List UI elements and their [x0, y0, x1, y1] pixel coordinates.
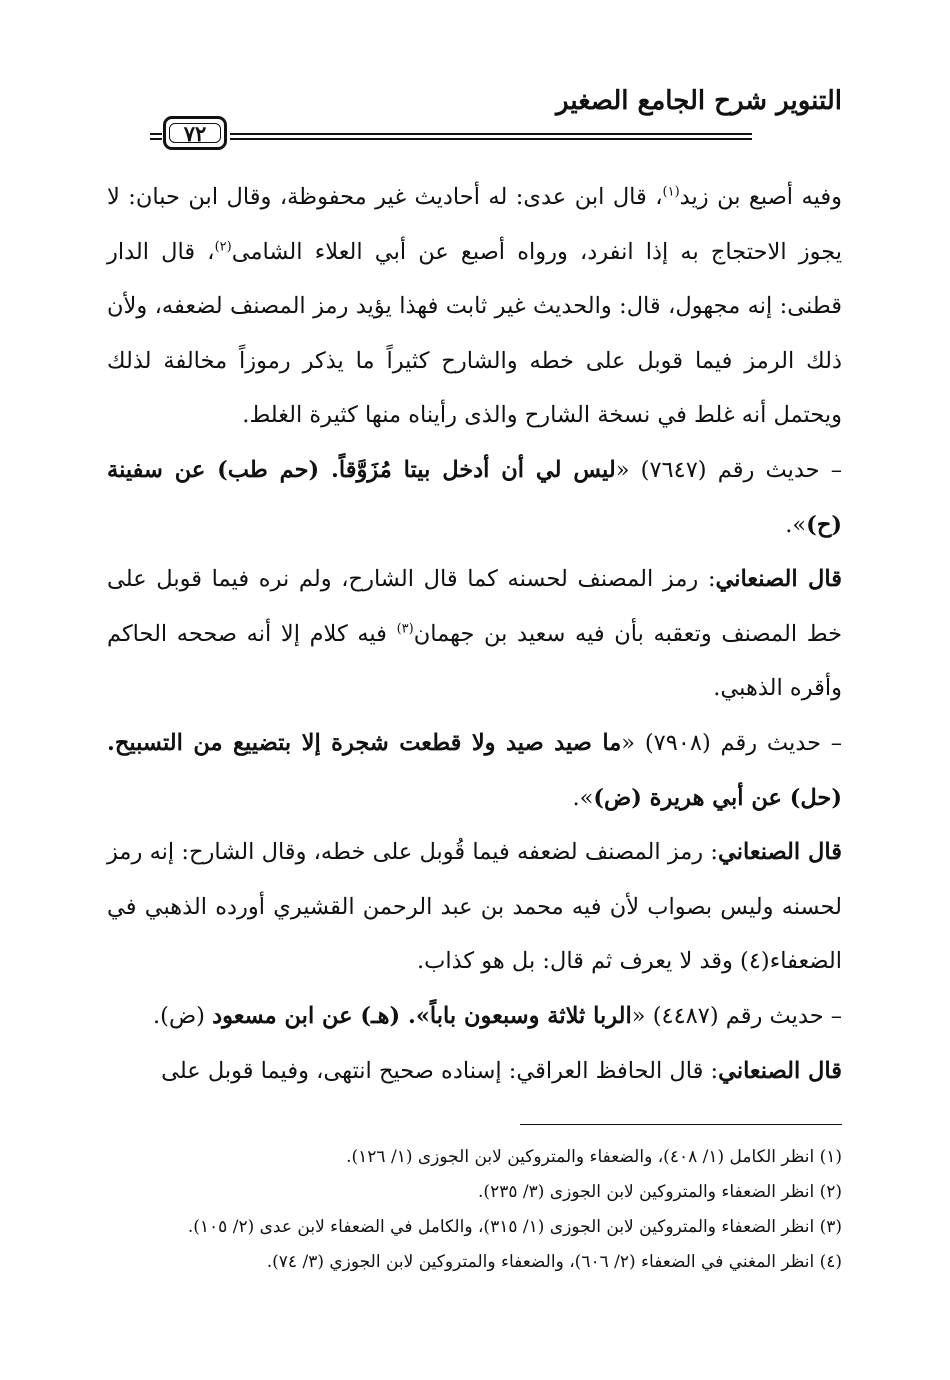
- hadith-text: الربا ثلاثة وسبعون باباً». (هـ) عن ابن مسعود: [212, 1002, 632, 1029]
- hadith-text: ليس لي أن أدخل بيتا مُزَوَّقاً. (حم طب) عن سفينة (ح): [107, 456, 842, 538]
- text-run: وفيه أصبع بن زيد: [679, 184, 842, 210]
- footnote-4: (٤) انظر المغني في الضعفاء (٢/ ٦٠٦)، والضعفاء والمتروكين لابن الجوزي (٣/ ٧٤).: [266, 1252, 842, 1272]
- footnote-2: (٢) انظر الضعفاء والمتروكين لابن الجوزى (٣/ ٢٣٥).: [478, 1182, 842, 1202]
- header-rule: [230, 133, 752, 140]
- page-number-badge: ٧٢: [163, 116, 227, 150]
- text-run: فيه كلام إلا أنه صححه الحاكم وأقره الذهبي.: [107, 620, 842, 702]
- text-run: ، قال ابن عدى: له أحاديث غير محفوظة، وقال ابن حبان: لا يجوز الاحتجاج به إذا انفرد، ورواه أصبع عن أبي العلاء الشامى: [107, 184, 842, 265]
- speaker-label: قال الصنعاني: [717, 839, 842, 866]
- hadith-4487: [107, 989, 842, 1044]
- footnote-3: (٣) انظر الضعفاء والمتروكين لابن الجوزى (١/ ٣١٥)، والكامل في الضعفاء لابن عدى (٢/ ١٠٥).: [187, 1217, 842, 1237]
- hadith-7908: [107, 716, 842, 825]
- hadith-suffix: ».: [572, 784, 594, 811]
- running-title: التنوير شرح الجامع الصغير: [556, 86, 842, 116]
- header-rule-end: [150, 133, 162, 140]
- footnote-1: (١) انظر الكامل (١/ ٤٠٨)، والضعفاء والمتروكين لابن الجوزى (١/ ١٢٦).: [346, 1147, 842, 1167]
- text-run: ، قال الدار قطنى: إنه مجهول، قال: والحديث غير ثابت فهذا يؤيد رمز المصنف لضعفه، ولأن ذلك الرمز فيما قوبل على خطه والشارح كثيراً ما يذكر رموزاً مخالفة لذلك ويحتمل أنه غلط في نسخة الشارح والذى رأيناه منها كثيرة الغلط.: [107, 238, 842, 429]
- speaker-label: قال الصنعاني: [718, 1057, 842, 1084]
- paragraph-3: [107, 825, 842, 989]
- paragraph-2: [107, 552, 842, 716]
- footnote-ref-3: (٣): [396, 621, 414, 637]
- main-text: [107, 170, 842, 1098]
- hadith-text: ما صيد صيد ولا قطعت شجرة إلا بتضييع من التسبيح. (حل) عن أبي هريرة (ض): [107, 729, 842, 811]
- text-run: : قال الحافظ العراقي: إسناده صحيح انتهى، وفيما قوبل على: [161, 1057, 719, 1084]
- footnote-separator: [520, 1124, 842, 1125]
- footnotes: [102, 1140, 842, 1280]
- hadith-suffix: ».: [785, 511, 807, 538]
- hadith-7647: [107, 443, 842, 552]
- hadith-prefix: – حديث رقم (٧٩٠٨) «: [621, 729, 843, 756]
- hadith-suffix: (ض).: [153, 1002, 213, 1029]
- text-run: : رمز المصنف لحسنه كما قال الشارح، ولم نره فيما قوبل على خط المصنف وتعقبه بأن فيه سعيد بن جهمان: [107, 566, 843, 647]
- paragraph-1: [107, 170, 842, 443]
- footnote-ref-2: (٢): [214, 239, 232, 255]
- hadith-prefix: – حديث رقم (٧٦٤٧) «: [615, 456, 843, 483]
- hadith-prefix: – حديث رقم (٤٤٨٧) «: [631, 1002, 842, 1029]
- footnote-ref-1: (١): [662, 184, 680, 200]
- text-run: : رمز المصنف لضعفه فيما قُوبل على خطه، وقال الشارح: إنه رمز لحسنه وليس بصواب لأن فيه محمد بن عبد الرحمن القشيري أورده الذهبي في الضعفاء(٤) وقد لا يعرف ثم قال: بل هو كذاب.: [107, 839, 842, 975]
- paragraph-4: [107, 1044, 842, 1099]
- speaker-label: قال الصنعاني: [715, 566, 842, 593]
